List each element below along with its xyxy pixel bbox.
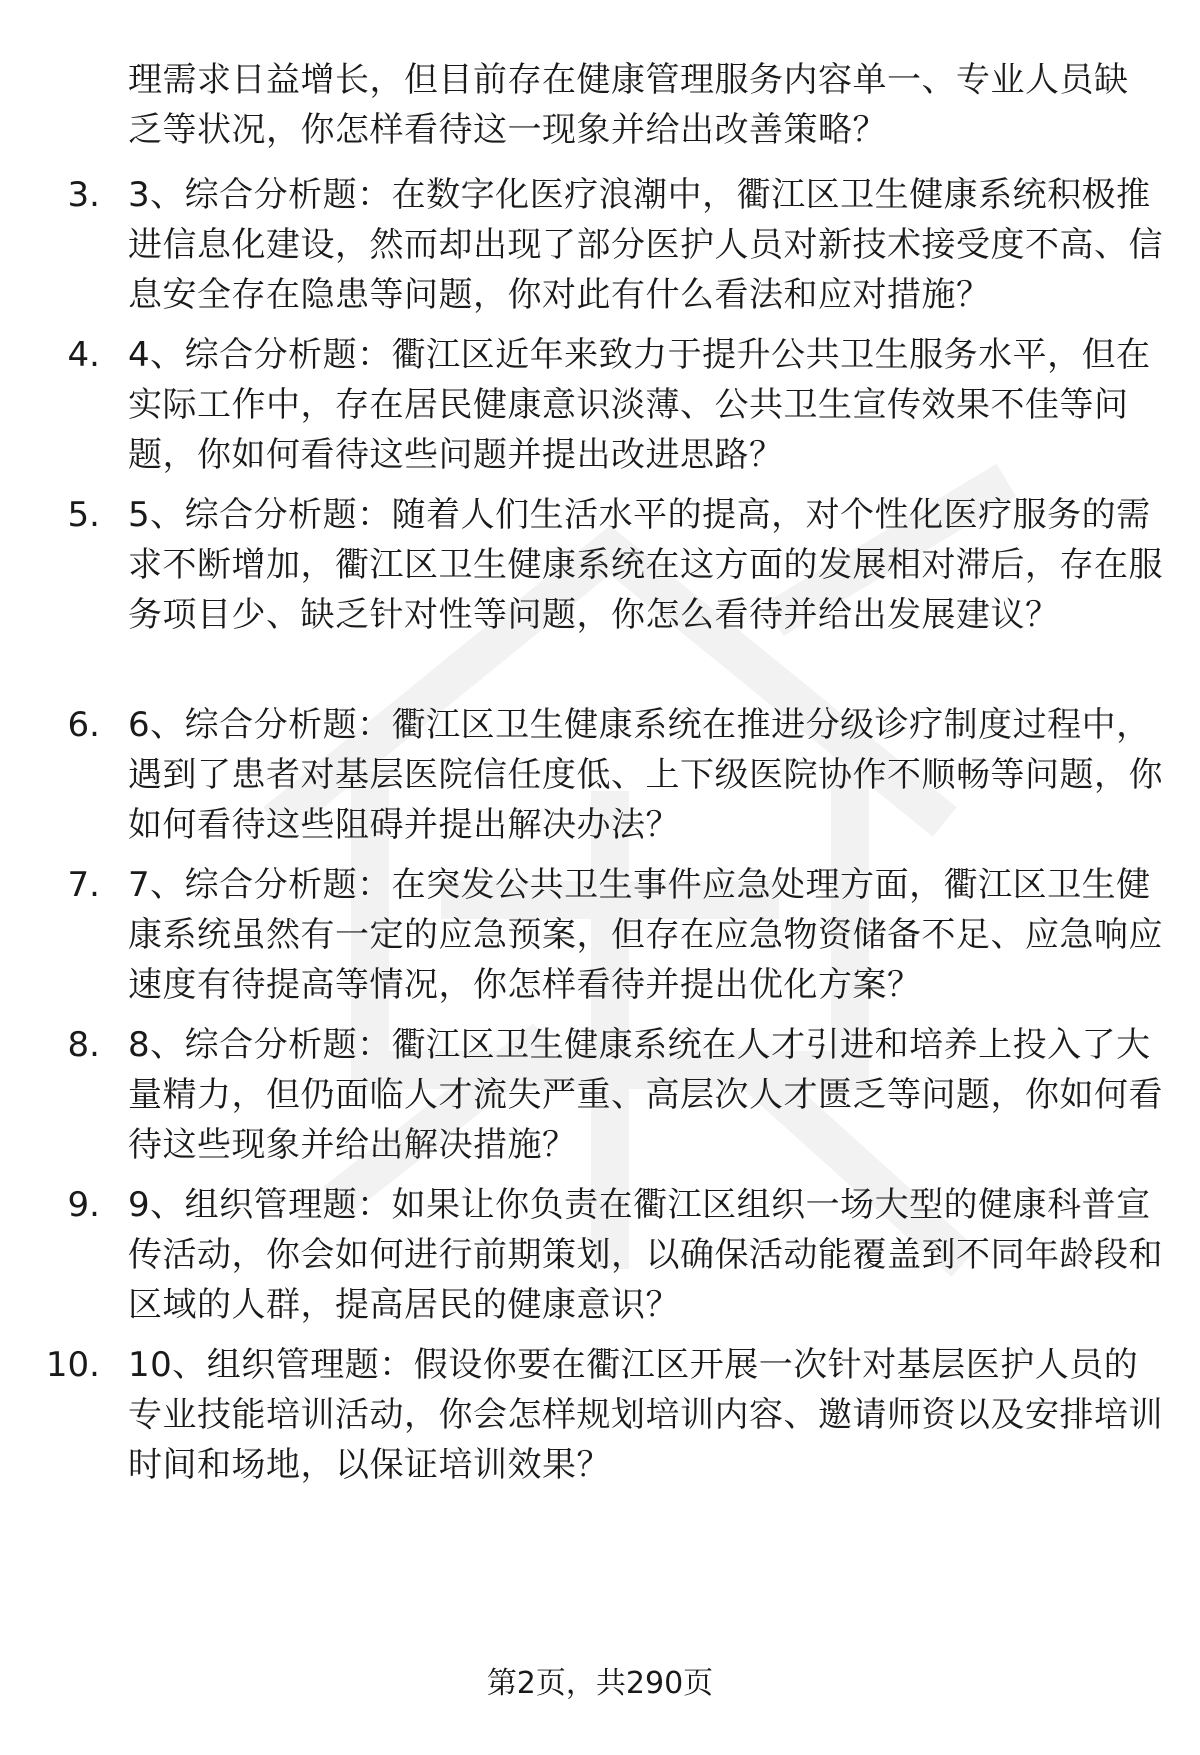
continued-question-text: 理需求日益增长，但目前存在健康管理服务内容单一、专业人员缺乏等状况，你怎样看待这一现象并给出改善策略？ bbox=[128, 60, 1129, 150]
item-number: 4. bbox=[67, 335, 100, 375]
item-number: 7. bbox=[67, 865, 100, 905]
question-text: 9、组织管理题：如果让你负责在衢江区组织一场大型的健康科普宣传活动，你会如何进行前期策划，以确保活动能覆盖到不同年龄段和区域的人群，提高居民的健康意识？ bbox=[128, 1185, 1163, 1325]
item-number: 3. bbox=[67, 175, 100, 215]
question-text: 6、综合分析题：衢江区卫生健康系统在推进分级诊疗制度过程中，遇到了患者对基层医院信任度低、上下级医院协作不顺畅等问题，你如何看待这些阻碍并提出解决办法？ bbox=[128, 705, 1163, 845]
item-number: 5. bbox=[67, 495, 100, 535]
item-number: 6. bbox=[67, 705, 100, 745]
question-text: 8、综合分析题：衢江区卫生健康系统在人才引进和培养上投入了大量精力，但仍面临人才流失严重、高层次人才匮乏等问题，你如何看待这些现象并给出解决措施？ bbox=[128, 1025, 1163, 1165]
item-number: 9. bbox=[67, 1185, 100, 1225]
item-number: 10. bbox=[45, 1345, 100, 1385]
item-number: 8. bbox=[67, 1025, 100, 1065]
question-text: 4、综合分析题：衢江区近年来致力于提升公共卫生服务水平，但在实际工作中，存在居民健康意识淡薄、公共卫生宣传效果不佳等问题，你如何看待这些问题并提出改进思路？ bbox=[128, 335, 1151, 475]
question-text: 3、综合分析题：在数字化医疗浪潮中，衢江区卫生健康系统积极推进信息化建设，然而却出现了部分医护人员对新技术接受度不高、信息安全存在隐患等问题，你对此有什么看法和应对措施？ bbox=[128, 175, 1163, 315]
question-text: 10、组织管理题：假设你要在衢江区开展一次针对基层医护人员的专业技能培训活动，你会怎样规划培训内容、邀请师资以及安排培训时间和场地，以保证培训效果？ bbox=[128, 1345, 1163, 1485]
question-text: 5、综合分析题：随着人们生活水平的提高，对个性化医疗服务的需求不断增加，衢江区卫生健康系统在这方面的发展相对滞后，存在服务项目少、缺乏针对性等问题，你怎么看待并给出发展建议？ bbox=[128, 495, 1163, 635]
page-number-footer: 第2页，共290页 bbox=[486, 1666, 714, 1701]
question-text: 7、综合分析题：在突发公共卫生事件应急处理方面，衢江区卫生健康系统虽然有一定的应急预案，但存在应急物资储备不足、应急响应速度有待提高等情况，你怎样看待并提出优化方案？ bbox=[128, 865, 1163, 1005]
